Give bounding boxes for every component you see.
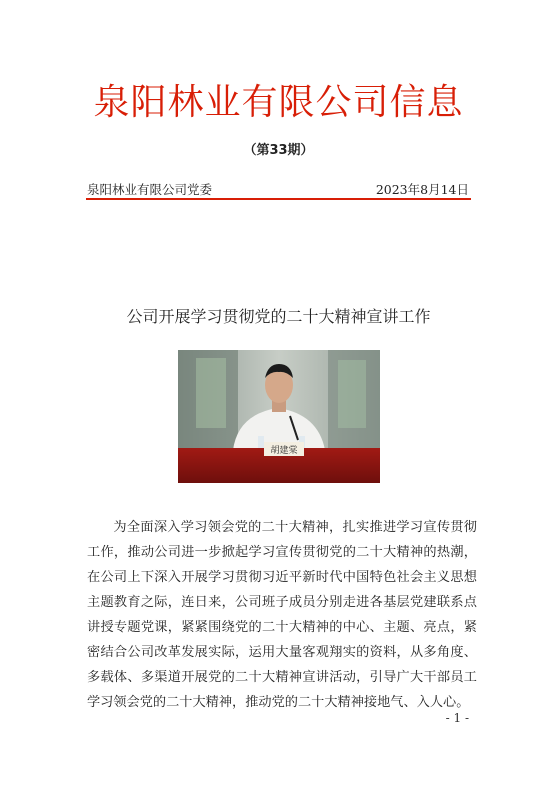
issue-number: （第33期） (243, 143, 314, 158)
body-paragraph: 为全面深入学习领会党的二十大精神，扎实推进学习宣传贯彻工作，推动公司进一步掀起学习宣传贯彻党的二十大精神的热潮，在公司上下深入开展学习贯彻习近平新时代中国特色社会主义思想主题教育之际，连日来，公司班子成员分别走进各基层党建联系点讲授专题党课，紧紧围绕党的二十大精神的中心、主题、亮点，紧密结合公司改革发展实际，运用大量客观翔实的资料，从多角度、多载体、多渠道开展党的二十大精神宣讲活动，引导广大干部员工学习领会党的二十大精神，推动党的二十大精神接地气、入人心。 (87, 520, 477, 710)
page-number: - 1 - (445, 711, 469, 725)
article-body (87, 515, 477, 715)
issue-date: 2023年8月14日 (375, 182, 469, 197)
article-title: 公司开展学习贯彻党的二十大精神宣讲工作 (126, 307, 431, 326)
nameplate-text: 胡建棠 (270, 446, 298, 456)
masthead-title: 泉阳林业有限公司信息 (93, 82, 464, 123)
article-photo (178, 350, 380, 483)
header-divider (86, 198, 471, 200)
issuer-name: 泉阳林业有限公司党委 (87, 182, 213, 197)
